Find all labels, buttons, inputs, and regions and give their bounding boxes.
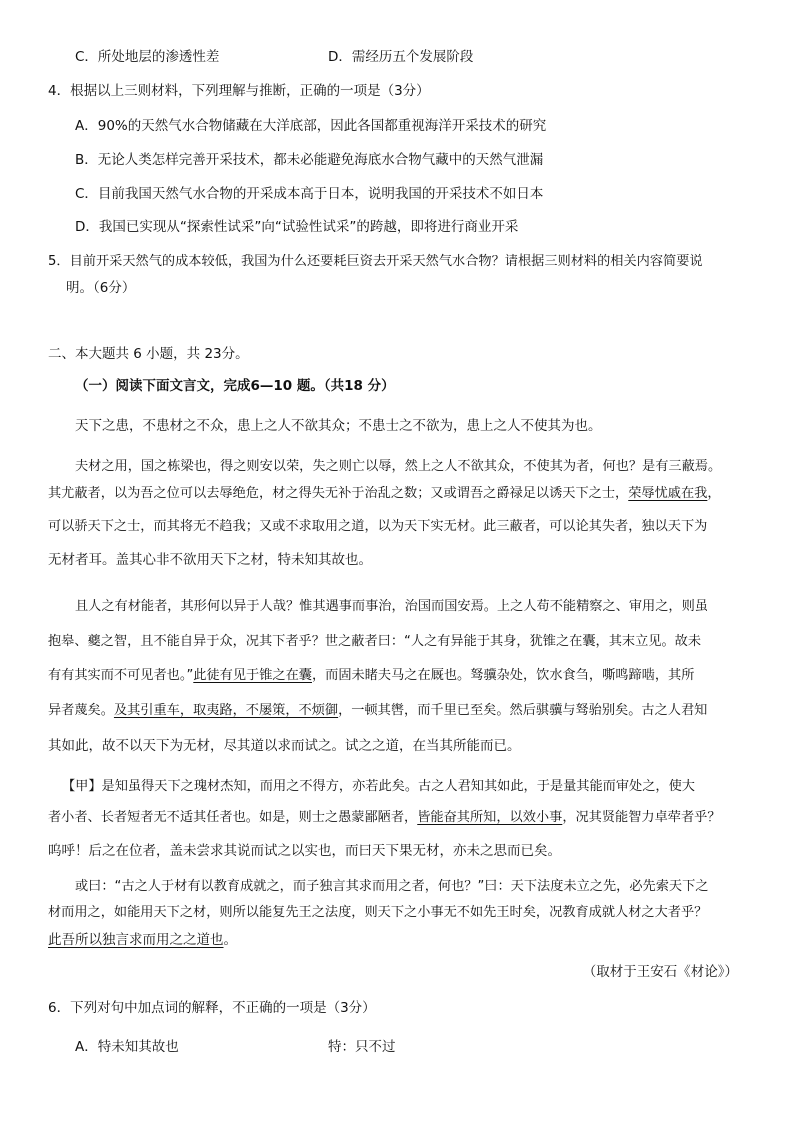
text-segment: 有有其实而不可见者也。” xyxy=(48,668,194,683)
passage-p4-line3: 呜呼！后之在位者，盖未尝求其说而试之以实也，而曰天下果无材，亦未之思而已矣。 xyxy=(48,843,561,859)
passage-p3-line2: 抱皋、夔之智，且不能自异于众，况其下者乎？世之蔽者曰：“人之有异能于其身，犹锥之在囊，其末立见。故未 xyxy=(48,634,702,649)
q4-option-b: B．无论人类怎样完善开采技术，都未必能避免海底水合物气藏中的天然气泄漏 xyxy=(75,152,544,168)
q6-stem: 6．下列对句中加点词的解释，不正确的一项是（3分） xyxy=(48,1000,376,1016)
underlined-phrase: 及其引重车，取夷路，不屡策，不烦御 xyxy=(113,703,339,718)
q5-line-1: 5．目前开采天然气的成本较低，我国为什么还要耗巨资去开采天然气水合物？请根据三则材料的相关内容简要说 xyxy=(48,254,703,269)
text-segment: ，一顿其辔，而千里已至矣。然后骐骥与驽骀别矣。古之人君知 xyxy=(338,703,708,718)
passage-p3-line5: 其如此，故不以天下为无材，尽其道以求而试之。试之之道，在当其所能而已。 xyxy=(48,738,521,754)
text-segment: 。 xyxy=(223,932,237,948)
text-segment: 异者蔑矣。 xyxy=(48,703,114,718)
q4-stem: 4．根据以上三则材料，下列理解与推断，正确的一项是（3分） xyxy=(48,83,430,99)
passage-p4-line2 xyxy=(48,809,721,827)
passage-p1: 天下之患，不患材之不众，患上之人不欲其众；不患士之不欲为，患上之人不使其为也。 xyxy=(75,418,602,434)
passage-p2-line4: 无材者耳。盖其心非不欲用天下之材，特未知其故也。 xyxy=(48,552,372,568)
underlined-phrase: 此吾所以独言求而用之之道也 xyxy=(48,932,224,948)
text-segment: ，而固未睹夫马之在厩也。驽骥杂处，饮水食刍，嘶鸣蹄啮，其所 xyxy=(311,668,695,683)
passage-source: （取材于王安石《材论》） xyxy=(582,964,738,980)
passage-p2-line1: 夫材之用，国之栋梁也，得之则安以荣，失之则亡以辱，然上之人不欲其众，不使其为者，何也？是有三蔽焉。 xyxy=(75,459,722,474)
q4-option-a: A．90%的天然气水合物储藏在大洋底部，因此各国都重视海洋开采技术的研究 xyxy=(75,118,547,134)
q4-option-c: C．目前我国天然气水合物的开采成本高于日本，说明我国的开采技术不如日本 xyxy=(75,186,544,202)
passage-p5-line1: 或曰：“古之人于材有以教育成就之，而子独言其求而用之者，何也？”曰：天下法度未立之先，必先索天下之 xyxy=(75,879,709,894)
q3-option-c: C．所处地层的渗透性差 xyxy=(75,49,220,65)
q3-option-d: D．需经历五个发展阶段 xyxy=(328,49,474,65)
passage-p5-line3 xyxy=(48,931,237,949)
passage-p3-line1: 且人之有材能者，其形何以异于人哉？惟其遇事而事治，治国而国安焉。上之人苟不能精察之、审用之，则虽 xyxy=(75,599,708,614)
passage-p2-line2 xyxy=(48,485,721,503)
section-heading: 二、本大题共 6 小题，共 23分。 xyxy=(48,346,249,362)
passage-p4-line1: 【甲】是知虽得天下之瑰材杰知，而用之不得方，亦若此矣。古之人君知其如此，于是量其能而审处之，使大 xyxy=(62,779,695,794)
passage-p5-line2: 材而用之，如能用天下之材，则所以能复先王之法度，则天下之小事无不如先王时矣，况教育成就人材之大者乎？ xyxy=(48,905,708,920)
text-segment: ， xyxy=(707,486,721,501)
text-segment: 者小者、长者短者无不适其任者也。如是，则士之愚蒙鄙陋者， xyxy=(48,810,418,825)
q6-option-a-text: A．特未知其故也 xyxy=(75,1039,179,1055)
passage-p2-line3: 可以骄天下之士，而其将无不趋我；又或不求取用之道，以为天下实无材。此三蔽者，可以论其失者，独以天下为 xyxy=(48,519,708,534)
q5-line-2: 明。（6分） xyxy=(66,280,136,296)
underlined-phrase: 此徒有见于锥之在囊 xyxy=(193,668,312,683)
passage-p3-line3 xyxy=(48,667,694,685)
text-segment: 其尤蔽者，以为吾之位可以去辱绝危，材之得失无补于治乱之数；又或谓吾之爵禄足以诱天下之士， xyxy=(48,486,629,501)
q6-option-a-gloss: 特：只不过 xyxy=(328,1039,396,1055)
section-subheading: （一）阅读下面文言文，完成6—10 题。（共18 分） xyxy=(75,378,395,394)
underlined-phrase: 荣辱忧戚在我 xyxy=(628,486,708,501)
passage-p3-line4 xyxy=(48,702,707,720)
text-segment: ，况其贤能智力卓荦者乎？ xyxy=(562,810,721,825)
q4-option-d: D．我国已实现从“探索性试采”向“试验性试采”的跨越，即将进行商业开采 xyxy=(75,219,519,235)
underlined-phrase: 皆能奋其所知，以效小事 xyxy=(417,810,563,825)
